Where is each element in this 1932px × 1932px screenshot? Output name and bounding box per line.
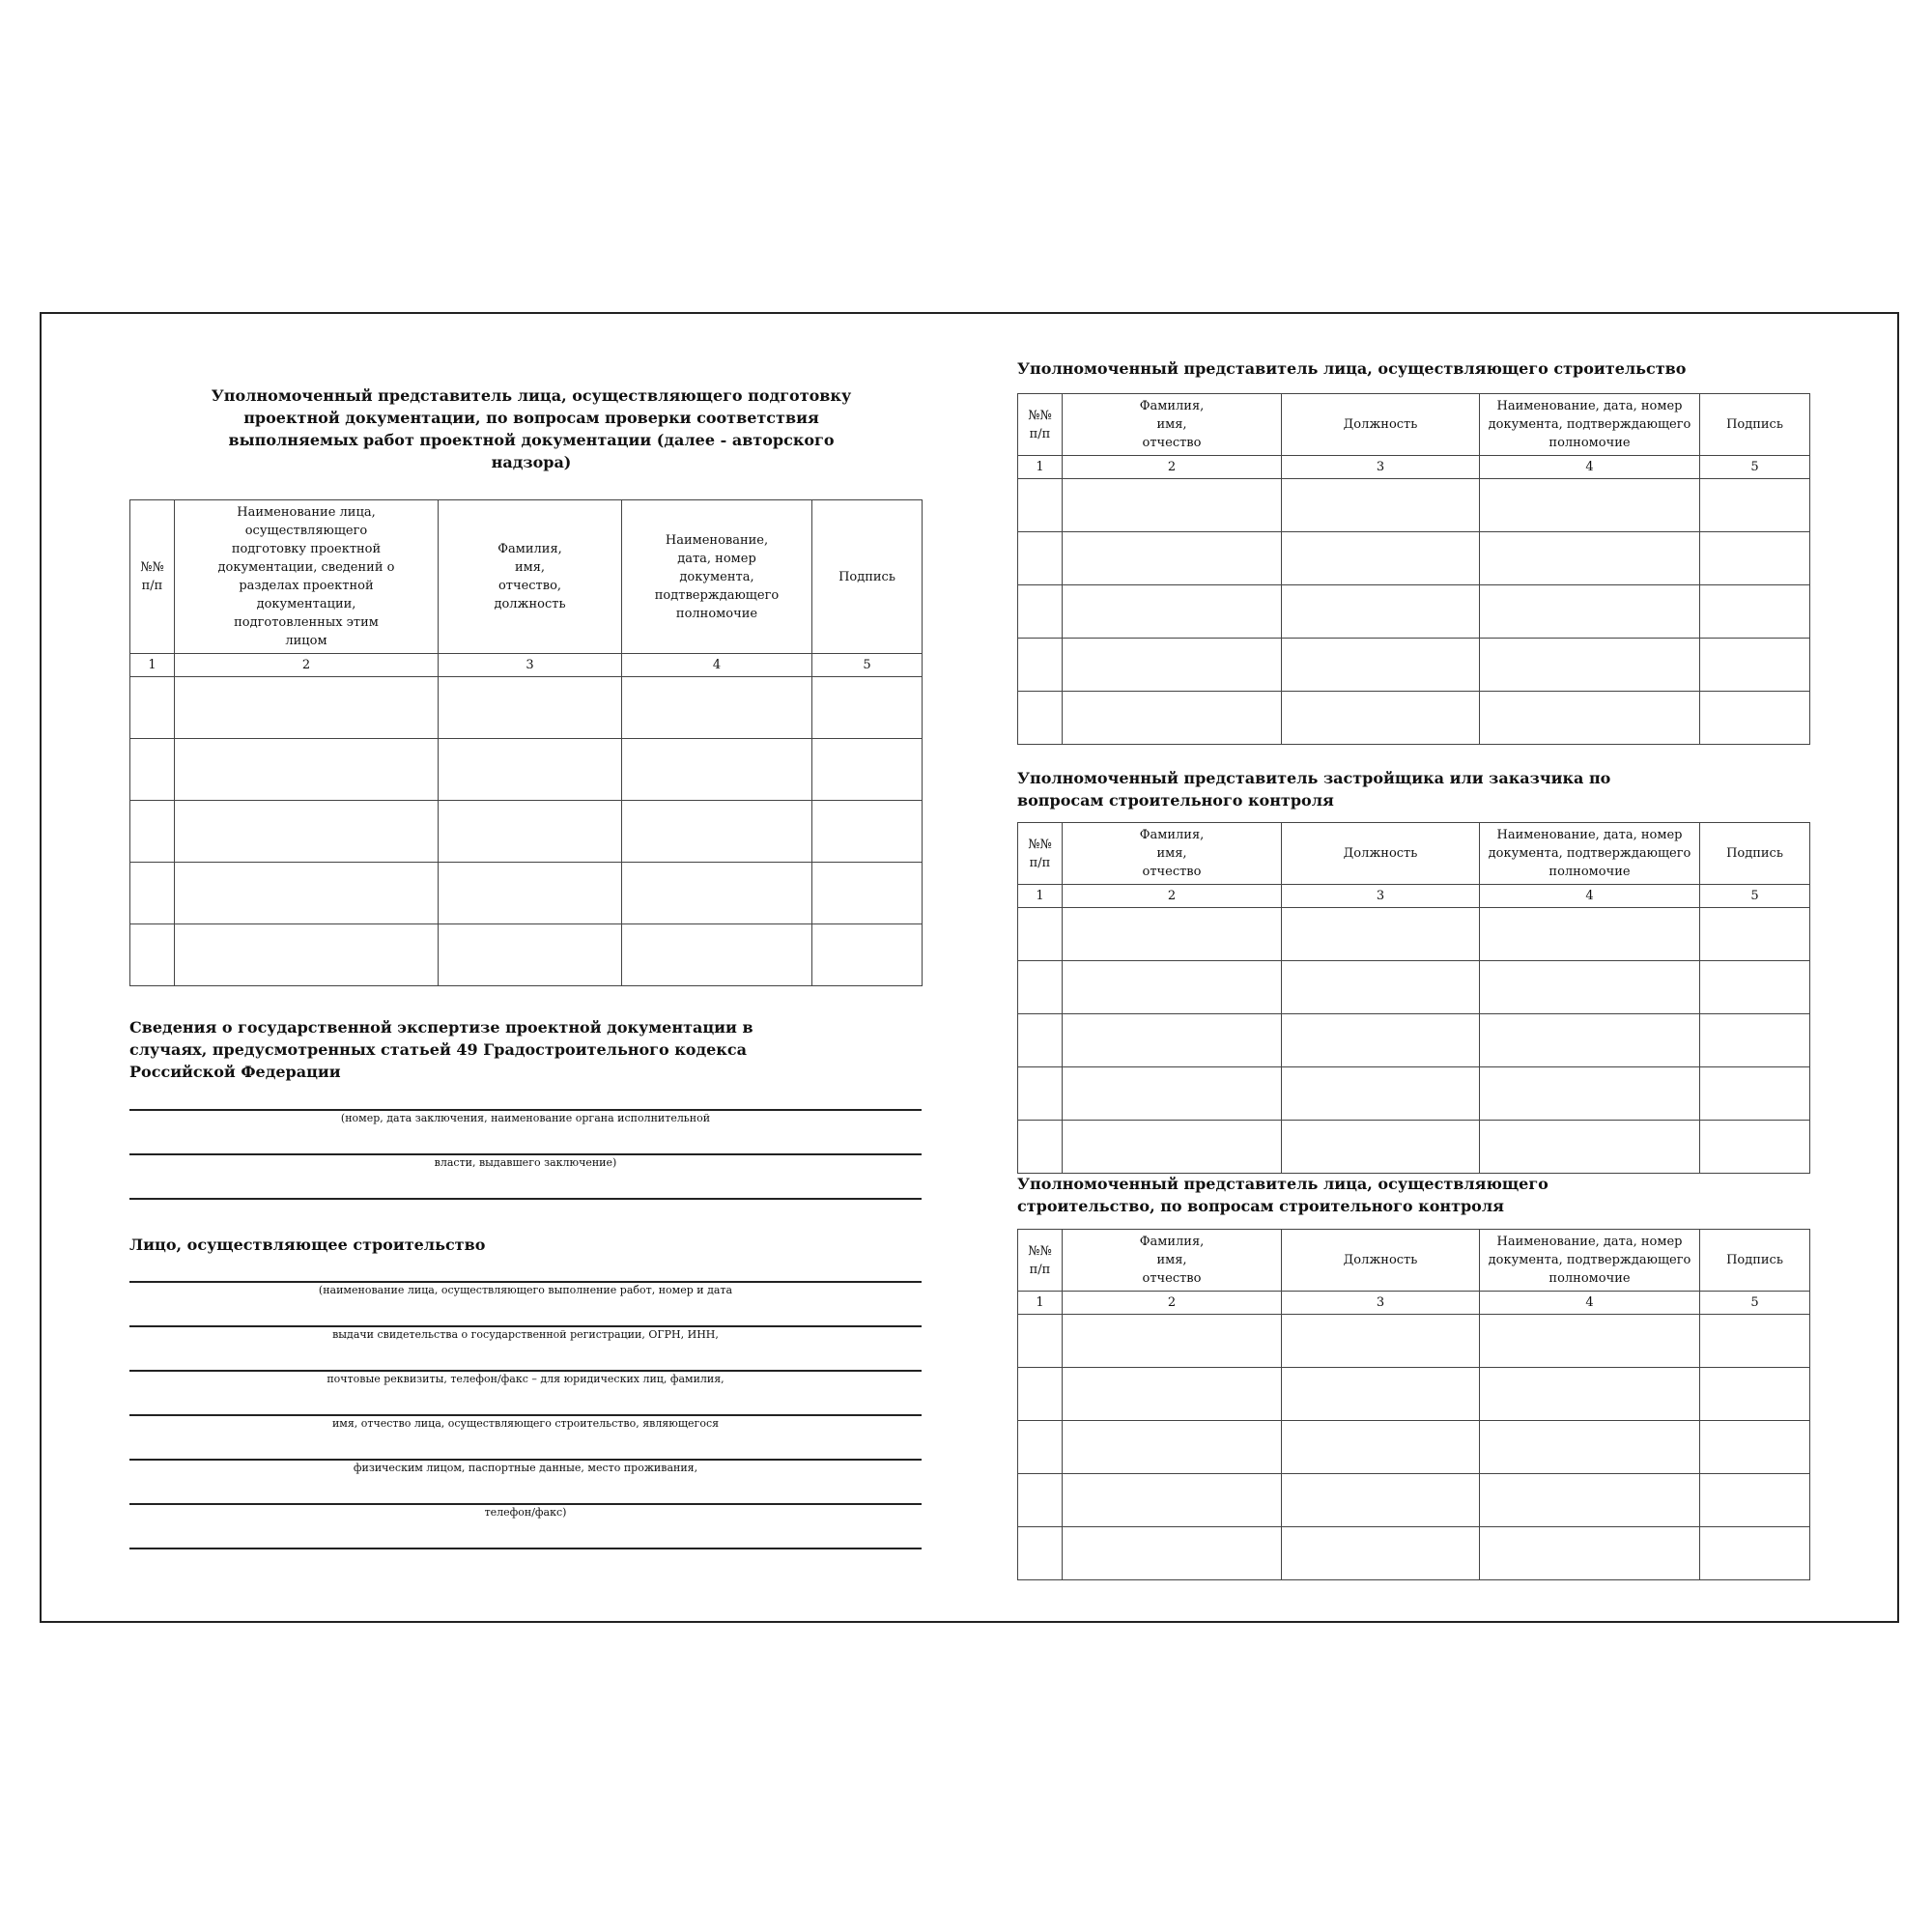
header-cell-organization: Наименование лица, осуществляющего подготовку проектной документации, сведений о разделах проектной документации, подготовленных этим лицом — [175, 500, 439, 654]
builder-caption-1: (наименование лица, осуществляющего выполнение работ, номер и дата — [318, 1284, 733, 1296]
table-row — [1018, 1121, 1810, 1174]
table-row — [1018, 1014, 1810, 1067]
table-header-row: №№ п/п Фамилия, имя, отчество Должность Наименование, дата, номер документа, подтверждающего полномочие Подпись — [1018, 823, 1810, 885]
builder-line-4[interactable] — [129, 1414, 922, 1416]
table-row — [1018, 1368, 1810, 1421]
builder-rep-table — [1017, 393, 1810, 745]
expertise-line-1[interactable] — [129, 1109, 922, 1111]
builder-caption-2: выдачи свидетельства о государственной регистрации, ОГРН, ИНН, — [332, 1328, 719, 1341]
expertise-line-2[interactable] — [129, 1153, 922, 1155]
builder-caption-5: физическим лицом, паспортные данные, место проживания, — [353, 1462, 698, 1474]
table-row — [1018, 692, 1810, 745]
table-row — [1018, 1067, 1810, 1121]
table-header-row — [130, 500, 923, 654]
expertise-line-3[interactable] — [129, 1198, 922, 1200]
author-supervision-table — [129, 499, 923, 986]
builder-control-rep-title: Уполномоченный представитель лица, осуществляющего строительство, по вопросам строительного контроля — [1017, 1175, 1548, 1215]
builder-line-5[interactable] — [129, 1459, 922, 1461]
table-row — [1018, 585, 1810, 639]
expertise-caption-2: власти, выдавшего заключение) — [434, 1156, 617, 1169]
builder-line-2[interactable] — [129, 1325, 922, 1327]
table-row — [130, 739, 923, 801]
header-cell-authority-document: Наименование, дата, номер документа, подтверждающего полномочие — [622, 500, 812, 654]
table-row — [130, 924, 923, 986]
header-cell-full-name: Фамилия, имя, отчество, должность — [439, 500, 622, 654]
table-row — [130, 677, 923, 739]
table-row — [130, 863, 923, 924]
builder-title: Лицо, осуществляющее строительство — [129, 1236, 486, 1254]
customer-control-rep-title: Уполномоченный представитель застройщика или заказчика по вопросам строительного контроля — [1017, 769, 1611, 810]
column-number-row: 1 2 3 4 5 — [1018, 456, 1810, 479]
table-row — [1018, 1315, 1810, 1368]
builder-line-6[interactable] — [129, 1503, 922, 1505]
builder-line-3[interactable] — [129, 1370, 922, 1372]
table-row — [1018, 479, 1810, 532]
table-row — [1018, 1421, 1810, 1474]
customer-control-rep-table — [1017, 822, 1810, 1174]
builder-caption-4: имя, отчество лица, осуществляющего строительство, являющегося — [331, 1417, 720, 1430]
state-expertise-title: Сведения о государственной экспертизе проектной документации в случаях, предусмотренных статьей 49 Градостроительного кодекса Российской Федерации — [129, 1018, 753, 1081]
header-cell-number: №№ п/п — [130, 500, 175, 654]
builder-rep-title: Уполномоченный представитель лица, осуществляющего строительство — [1017, 359, 1687, 378]
expertise-caption-1: (номер, дата заключения, наименование органа исполнительной — [340, 1112, 711, 1124]
header-cell-signature: Подпись — [812, 500, 923, 654]
table-row — [1018, 1474, 1810, 1527]
table-row — [1018, 908, 1810, 961]
table-row — [1018, 639, 1810, 692]
builder-line-7[interactable] — [129, 1548, 922, 1549]
column-number-row: 1 2 3 4 5 — [1018, 1292, 1810, 1315]
author-supervision-title: Уполномоченный представитель лица, осуществляющего подготовку проектной документации, по вопросам проверки соответствия выполняемых работ проектной документации (далее - авторского надзора) — [211, 386, 852, 471]
table-row — [1018, 961, 1810, 1014]
builder-caption-6: телефон/факс) — [484, 1506, 567, 1519]
table-header-row: №№ п/п Фамилия, имя, отчество Должность Наименование, дата, номер документа, подтверждающего полномочие Подпись — [1018, 1230, 1810, 1292]
column-number-row: 1 2 3 4 5 — [1018, 885, 1810, 908]
table-row — [130, 801, 923, 863]
builder-line-1[interactable] — [129, 1281, 922, 1283]
table-row — [1018, 1527, 1810, 1580]
builder-caption-3: почтовые реквизиты, телефон/факс – для юридических лиц, фамилия, — [327, 1373, 724, 1385]
column-number-row: 1 2 3 4 5 — [130, 654, 923, 677]
table-row — [1018, 532, 1810, 585]
builder-control-rep-table — [1017, 1229, 1810, 1580]
table-header-row: №№ п/п Фамилия, имя, отчество Должность Наименование, дата, номер документа, подтверждающего полномочие Подпись — [1018, 394, 1810, 456]
